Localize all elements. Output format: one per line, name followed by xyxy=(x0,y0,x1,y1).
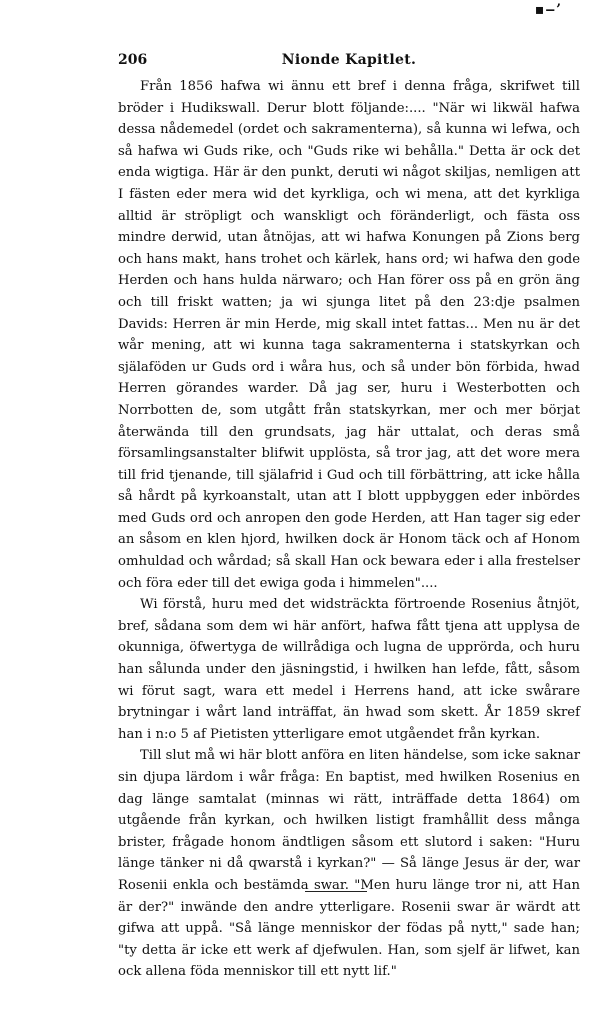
paragraph-commentary: Wi förstå, huru med det widsträckta förtroende Rosenius åtnjöt, bref, sådana som dem wi här anfört, hafwa fått tjena att upplysa de okunniga, öfwertyga de willrådiga och lugna de upprörda, och huru han sålunda under den jäsningstid, i hwilken han lefde, fått, såsom wi förut sagt, wara ett medel i Herrens hand, att icke swårare brytningar i wårt land inträffat, än hwad som skett. År 1859 skref han i n:o 5 af Pietisten ytterligare emot utgåendet från kyrkan. xyxy=(118,597,580,742)
corner-mark: ▪‒’ xyxy=(534,2,562,18)
section-divider xyxy=(305,891,367,892)
paragraph-baptist-anecdote: Till slut må wi här blott anföra en liten händelse, som icke saknar sin djupa lärdom i wår fråga: En baptist, med hwilken Rosenius en dag länge samtalat (minnas wi rätt, inträffade detta 1864) om utgående från kyrkan, och hwilken listigt framhållit dess många brister, frågade honom ändtligen såsom ett slutord i saken: "Huru länge tänker ni då qwarstå i kyrkan?" — Så länge Jesus är der, war Rosenii enkla och bestämda swar. "Men huru länge tror ni, att Han är der?" inwände den andre ytterligare. Rosenii swar är wärdt att gifwa att uppå. "Så länge menniskor der födas på nytt," sade han; "ty detta är icke ett werk af djefwulen. Han, som sjelf är lifwet, kan ock allena föda menniskor till ett nytt lif." xyxy=(118,748,580,980)
body-text xyxy=(118,76,580,983)
page-number: 206 xyxy=(118,52,148,68)
running-head: Nionde Kapitlet. xyxy=(281,52,417,68)
paragraph-letter-1856: Från 1856 hafwa wi ännu ett bref i denna fråga, skrifwet till bröder i Hudikswall. Derur blott följande:.... "När wi likwäl hafwa dessa nådemedel (ordet och sakramenterna), så kunna wi lefwa, och så hafwa wi Guds rike, och "Guds rike wi behålla." Detta är ock det enda wigtiga. Här är den punkt, deruti wi något skiljas, nemligen att I fästen eder mera wid det kyrkliga, och wi mena, att det kyrkliga alltid är ströpligt och wanskligt och föränderligt, och fästa oss mindre derwid, utan åtnöjas, att wi hafwa Konungen på Zions berg och hans makt, hans trohet och kärlek, hans ord; wi hafwa den gode Herden och hans hulda närwaro; och Han förer oss på en grön äng och till friskt watten; ja wi sjunga litet på den 23:dje psalmen Davids: Herren är min Herde, mig skall intet fattas... Men nu är det wår mening, att wi kunna taga sakramenterna i statskyrkan och själaföden ur Guds ord i wåra hus, och så under bön förbida, hwad Herren görandes warder. Då jag ser, huru i Westerbotten och Norrbotten de, som utgått från statskyrkan, mer och mer börjat återwända till den grundsats, jag här uttalat, och deras små församlingsanstalter blifwit upplösta, så tror jag, att det wore mera till frid tjenande, till själafrid i Gud och till förbättring, att icke hålla så hårdt på kyrkoanstalt, utan att I blott uppbyggen eder inbördes med Guds ord och anropen den gode Herden, att Han tager sig eder an såsom en klen hjord, hwilken dock är Honom täck och af Honom omhuldad och wårdad; så skall Han ock bewara eder i alla frestelser och föra eder till det ewiga goda i himmelen".... xyxy=(118,79,580,591)
page-header xyxy=(118,52,580,74)
